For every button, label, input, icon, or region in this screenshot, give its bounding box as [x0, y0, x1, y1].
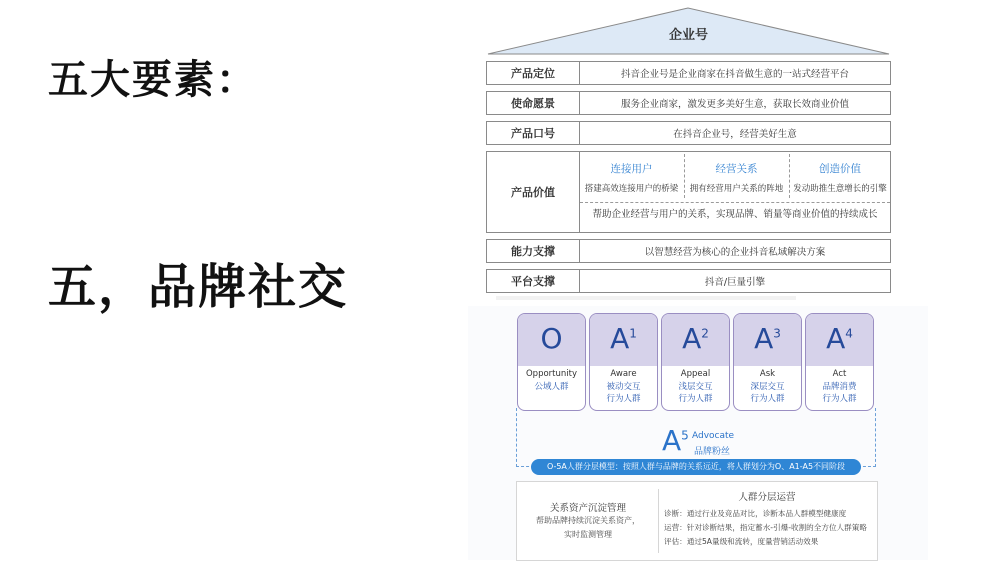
- card-opportunity: [517, 313, 586, 411]
- card-letter: $A^2$: [682, 322, 709, 355]
- card-english: Ask: [759, 369, 776, 379]
- card-english: Aware: [610, 369, 637, 379]
- value-desc: 拥有经营用户关系的阵地: [689, 184, 784, 194]
- row-label: 产品口号: [487, 122, 580, 144]
- row-label: 使命愿景: [487, 92, 580, 114]
- asset-title: 关系资产沉淀管理: [549, 503, 626, 514]
- row-value: 抖音企业号是企业商家在抖音做生意的一站式经营平台: [620, 69, 849, 80]
- asset-desc: 帮助品牌持续沉淀关系资产，: [536, 516, 640, 525]
- card-english: Opportunity: [525, 369, 577, 379]
- heading-five-elements: 五大要素：: [48, 57, 258, 103]
- row-label: 能力支撑: [487, 240, 580, 262]
- advocate-letter: $A^5$: [662, 424, 689, 457]
- value-title: 经营关系: [715, 163, 758, 175]
- card-chinese: 被动交互 行为人群: [606, 382, 641, 404]
- row-label: 平台支撑: [487, 270, 580, 292]
- card-letter: $A^4$: [826, 322, 853, 355]
- card-aware: [589, 313, 658, 411]
- row-capability: [486, 239, 891, 263]
- model-banner: O-5A人群分层模型：按照人群与品牌的关系远近，将人群划分为O、A1-A5不同阶段: [531, 459, 861, 475]
- row-value: 在抖音企业号，经营美好生意: [673, 129, 797, 140]
- card-letter: O: [540, 322, 563, 355]
- row-label: 产品价值: [487, 152, 580, 232]
- asset-desc: 实时监测管理: [564, 530, 612, 539]
- operations-divider: [658, 489, 659, 553]
- row-slogan: [486, 121, 891, 145]
- card-chinese: 品牌消费 行为人群: [822, 382, 857, 404]
- value-title: 创造价值: [819, 163, 861, 175]
- row-value: 服务企业商家，激发更多美好生意，获取长效商业价值: [620, 99, 849, 110]
- card-letter: $A^1$: [610, 322, 637, 355]
- row-positioning: [486, 61, 891, 85]
- value-separator: [580, 202, 890, 203]
- segment-ops-line: 诊断：通过行业及竞品对比，诊断本品人群模型健康度: [664, 509, 847, 518]
- value-column: [790, 154, 890, 198]
- card-act: [805, 313, 874, 411]
- row-mission: [486, 91, 891, 115]
- segment-ops-line: 运营：针对诊断结果，指定蓄水-引爆-收割的全方位人群策略: [664, 523, 867, 532]
- advocate-chinese: 品牌粉丝: [694, 447, 731, 457]
- card-chinese: 浅层交互 行为人群: [678, 382, 713, 404]
- roof-label: 企业号: [668, 28, 708, 43]
- row-product-value: [486, 151, 891, 233]
- card-chinese: 公域人群: [534, 382, 569, 392]
- card-english: Appeal: [680, 369, 711, 379]
- row-value: 以智慧经营为核心的企业抖音私域解决方案: [644, 247, 826, 258]
- card-english: Act: [832, 369, 847, 379]
- card-chinese: 深层交互 行为人群: [750, 382, 785, 404]
- row-value: 抖音/巨量引擎: [704, 277, 766, 288]
- heading-brand-social: 五，品牌社交: [48, 259, 349, 315]
- faint-divider: [496, 296, 796, 300]
- value-desc: 搭建高效连接用户的桥梁: [584, 184, 679, 194]
- segment-ops-line: 评估：通过5A量级和流转，度量营销活动效果: [664, 537, 819, 546]
- card-appeal: [661, 313, 730, 411]
- card-ask: [733, 313, 802, 411]
- value-title: 连接用户: [610, 163, 653, 175]
- row-label: 产品定位: [487, 62, 580, 84]
- value-column: [580, 154, 683, 198]
- advocate-english: Advocate: [692, 431, 735, 441]
- row-platform: [486, 269, 891, 293]
- card-letter: $A^3$: [754, 322, 781, 355]
- value-column: [685, 154, 788, 198]
- value-footer: 帮助企业经营与用户的关系，实现品牌、销量等商业价值的持续成长: [592, 209, 878, 220]
- segment-ops-title: 人群分层运营: [738, 492, 796, 503]
- value-desc: 发动助推生意增长的引擎: [793, 184, 887, 194]
